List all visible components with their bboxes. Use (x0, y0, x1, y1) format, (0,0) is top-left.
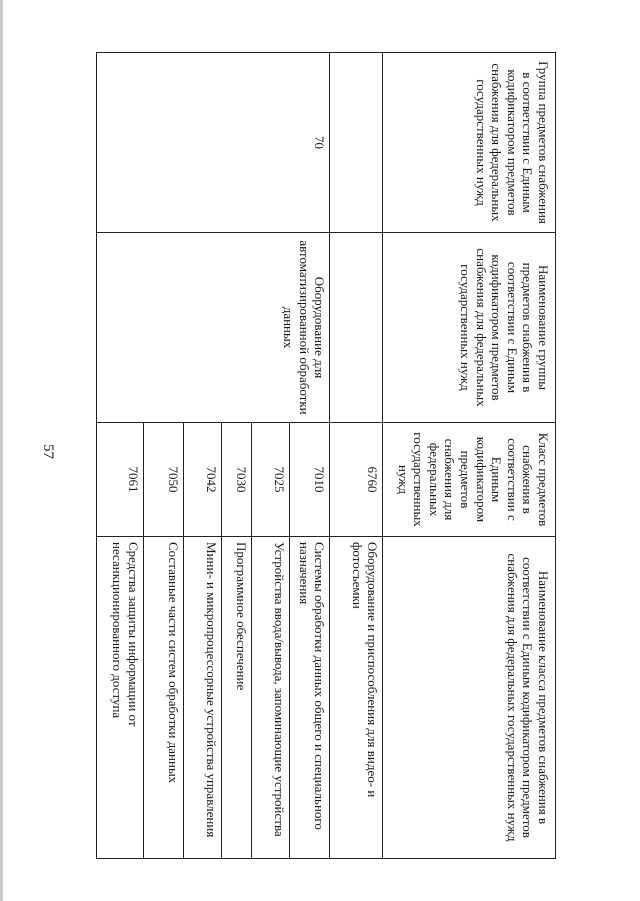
group-name-cell: Оборудование для автоматизированной обработки данных (97, 233, 330, 423)
class-name-cell: Мини- и микропроцессорные устройства управления (184, 537, 222, 859)
class-name-cell: Составные части систем обработки данных (143, 537, 183, 859)
page-number: 57 (40, 444, 56, 459)
group-code-cell: 70 (97, 53, 330, 233)
table-header-row (383, 53, 556, 859)
class-code-cell: 7050 (143, 423, 183, 537)
class-code-cell: 7061 (97, 423, 144, 537)
supply-classification-table (96, 52, 556, 859)
table-container (96, 52, 556, 858)
header-group-name: Наименование группы предметов снабжения в соответствии с Единым кодификатором предметов снабжения для федеральных государственных нужд (383, 233, 556, 423)
class-name-cell: Оборудование и приспособления для видео- и фотосъемки (330, 537, 383, 859)
class-code-cell: 6760 (330, 423, 383, 537)
group-cell-empty (330, 53, 383, 233)
class-name-cell: Программное обеспечение (222, 537, 252, 859)
header-class-name: Наименование класса предметов снабжения в соответствии с Единым кодификатором предметов снабжения для федеральных государственных нужд (383, 537, 556, 859)
table-row (330, 53, 383, 859)
class-code-cell: 7030 (222, 423, 252, 537)
class-name-cell: Средства защиты информации от несанкционированного доступа (97, 537, 144, 859)
header-class: Класс предметов снабжения в соответствии с Единым кодификатором предметов снабжения для федеральных государственных нужд (383, 423, 556, 537)
class-name-cell: Системы обработки данных общего и специального назначения (289, 537, 329, 859)
scan-edge (0, 0, 3, 901)
header-group: Группа предметов снабжения в соответствии с Единым кодификатором предметов снабжения для федеральных государственных нужд (383, 53, 556, 233)
class-code-cell: 7025 (251, 423, 289, 537)
table-row (289, 53, 329, 859)
group-name-cell-empty (330, 233, 383, 423)
class-code-cell: 7010 (289, 423, 329, 537)
class-code-cell: 7042 (184, 423, 222, 537)
class-name-cell: Устройства ввода/вывода, запоминающие устройства (251, 537, 289, 859)
rotated-page-content (96, 52, 556, 858)
